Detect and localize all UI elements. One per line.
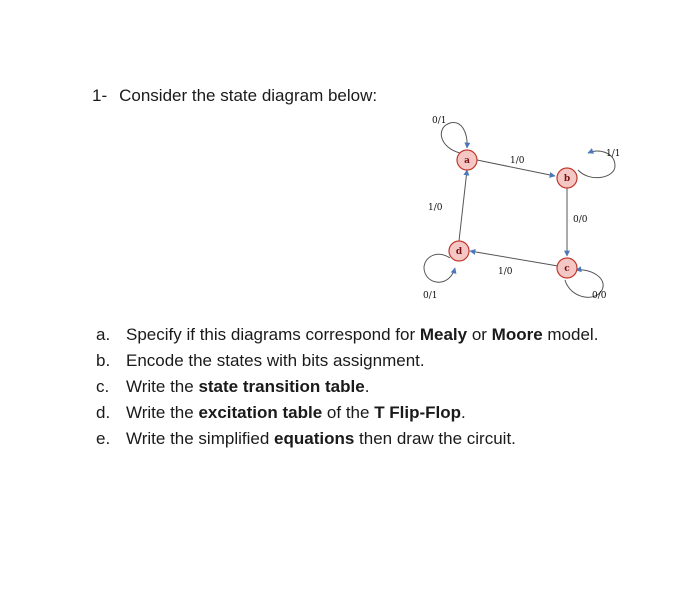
task-text-part: model.: [542, 325, 599, 344]
edge-d-to-a: [459, 170, 467, 241]
task-text: [126, 429, 516, 449]
state-a-label: a: [464, 156, 470, 166]
task-text-part: .: [364, 377, 370, 396]
task-text-bold: state transition table: [198, 377, 365, 396]
edge-label-a-to-b: 1/0: [510, 156, 525, 166]
task-text-part: Write the simplified: [126, 429, 275, 448]
state-b-label: b: [563, 174, 571, 184]
task-text-part: Write the: [126, 403, 199, 422]
task-marker: b.: [96, 351, 111, 370]
self-loop-a: [441, 123, 467, 153]
task-text: [126, 325, 598, 345]
task-marker: d.: [96, 403, 111, 422]
self-loop-d: [424, 254, 455, 282]
edge-label-b-to-c: 0/0: [573, 215, 588, 225]
task-item-b: [96, 348, 598, 374]
task-text-part: .: [461, 403, 466, 422]
task-item-e: [96, 426, 598, 452]
edge-label-d-self: 0/1: [423, 291, 438, 301]
edge-label-c-to-d: 1/0: [498, 267, 513, 277]
task-text: [126, 377, 369, 397]
task-marker: e.: [96, 429, 111, 448]
edge-label-d-to-a: 1/0: [428, 203, 443, 213]
task-text-bold: excitation table: [198, 403, 323, 422]
task-text-bold: Mealy: [419, 325, 468, 344]
task-text: [126, 403, 466, 423]
task-text-bold: Moore: [491, 325, 543, 344]
task-text-part: Specify if this diagrams correspond for: [126, 325, 420, 344]
question-prompt: Consider the state diagram below:: [119, 86, 378, 105]
task-text-part: Encode the states with bits assignment.: [126, 351, 425, 370]
state-d-label: d: [455, 247, 463, 257]
task-text-bold: equations: [274, 429, 355, 448]
task-item-c: [96, 374, 598, 400]
edge-label-a-self: 0/1: [432, 116, 447, 126]
state-diagram-svg: [410, 108, 650, 308]
task-marker: c.: [96, 377, 110, 396]
task-text: [126, 351, 425, 371]
question-number: 1-: [92, 86, 108, 105]
task-list: [96, 322, 598, 452]
edge-label-b-self: 1/1: [606, 149, 621, 159]
task-item-a: [96, 322, 598, 348]
task-text-part: or: [467, 325, 492, 344]
state-diagram: [410, 108, 650, 308]
task-item-d: [96, 400, 598, 426]
edge-label-c-self: 0/0: [592, 291, 607, 301]
task-text-bold: T Flip-Flop: [374, 403, 462, 422]
task-text-part: then draw the circuit.: [354, 429, 516, 448]
task-text-part: of the: [322, 403, 375, 422]
edge-c-to-d: [470, 251, 558, 266]
task-marker: a.: [96, 325, 111, 344]
question-heading: [92, 86, 377, 106]
task-text-part: Write the: [126, 377, 199, 396]
state-c-label: c: [564, 264, 570, 274]
